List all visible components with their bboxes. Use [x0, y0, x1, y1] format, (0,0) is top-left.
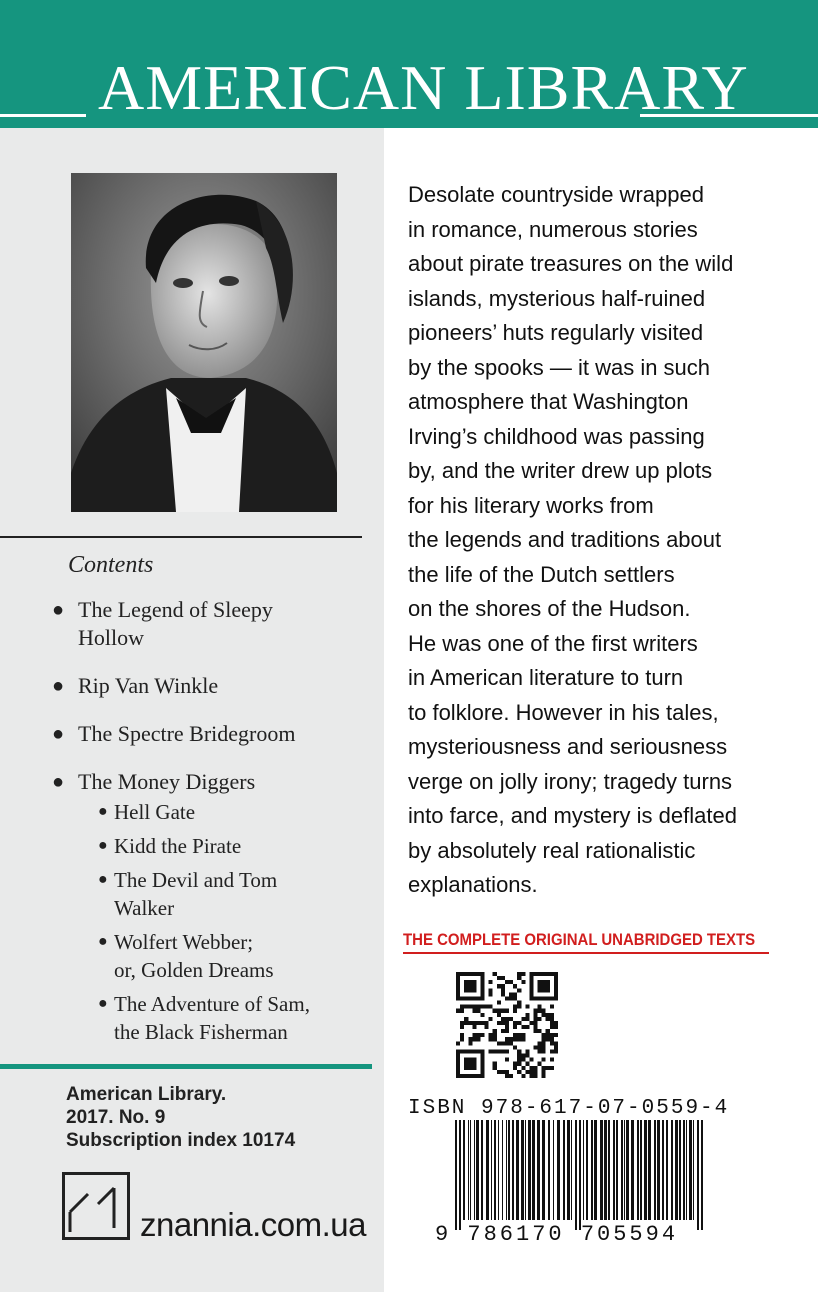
contents-item-line: The Spectre Bridegroom	[78, 721, 296, 746]
contents-subitem	[52, 866, 382, 922]
description-line: for his literary works from	[408, 492, 654, 518]
isbn-label: ISBN 978-617-07-0559-4	[408, 1097, 730, 1120]
publication-info	[66, 1083, 295, 1152]
ean-digits: 9 786170 705594	[435, 1222, 679, 1247]
small-bullet-icon: ●	[98, 837, 108, 854]
contents-subitem-line: The Devil and Tom	[114, 868, 278, 892]
contents-subitem	[52, 832, 382, 860]
contents-sublist	[52, 798, 382, 1046]
contents-list	[52, 596, 382, 1052]
description-line: Desolate countryside wrapped	[408, 182, 704, 207]
header-rule-left	[0, 114, 86, 117]
bullet-icon: ●	[52, 675, 65, 697]
header-banner	[0, 0, 818, 128]
contents-item	[52, 596, 382, 652]
description-line: He was one of the first writers	[408, 630, 698, 656]
bullet-icon: ●	[52, 599, 65, 621]
description-line: atmosphere that Washington	[408, 389, 689, 414]
subscription-index: Subscription index 10174	[66, 1130, 296, 1151]
contents-item	[52, 672, 382, 700]
publisher-logo-icon	[62, 1172, 130, 1240]
description-line: the life of the Dutch settlers	[408, 561, 675, 587]
small-bullet-icon: ●	[98, 995, 108, 1012]
description-line: the legends and traditions about	[408, 527, 722, 552]
issue-number: 2017. No. 9	[66, 1107, 166, 1128]
contents-item-line: The Money Diggers	[78, 769, 256, 794]
qr-code-icon	[456, 972, 558, 1078]
contents-subitem-line: Walker	[114, 896, 175, 920]
contents-subitem	[52, 798, 382, 826]
publisher-website: znannia.com.ua	[140, 1206, 366, 1243]
description-line: by absolutely real rationalistic	[408, 837, 696, 863]
bullet-icon: ●	[52, 723, 65, 745]
author-portrait	[71, 173, 337, 512]
contents-subitem-line: Kidd the Pirate	[114, 834, 242, 858]
description-line: verge on jolly irony; tragedy turns	[408, 768, 733, 794]
contents-subitem-line: Wolfert Webber;	[114, 930, 254, 954]
contents-subitem-line: Hell Gate	[114, 800, 196, 824]
description-line: in American literature to turn	[408, 665, 684, 690]
series-title: AMERICAN LIBRARY	[98, 52, 749, 123]
contents-divider	[0, 536, 362, 538]
series-name: American Library.	[66, 1084, 227, 1105]
contents-item-line: Hollow	[78, 625, 144, 650]
contents-item-line: Rip Van Winkle	[78, 673, 219, 698]
unabridged-tagline: THE COMPLETE ORIGINAL UNABRIDGED TEXTS	[403, 930, 756, 949]
description-line: about pirate treasures on the wild	[408, 251, 734, 276]
description-line: islands, mysterious half-ruined	[408, 285, 706, 311]
description-line: explanations.	[408, 872, 538, 897]
book-description	[408, 178, 808, 903]
description-line: by, and the writer drew up plots	[408, 458, 713, 483]
description-line: by the spooks — it was in such	[408, 354, 711, 380]
tagline-underline	[403, 952, 769, 954]
contents-item-line: The Legend of Sleepy	[78, 597, 273, 622]
contents-heading: Contents	[68, 552, 154, 578]
description-line: pioneers’ huts regularly visited	[408, 320, 704, 345]
contents-item	[52, 720, 382, 748]
small-bullet-icon: ●	[98, 803, 108, 820]
small-bullet-icon: ●	[98, 933, 108, 950]
contents-subitem	[52, 990, 382, 1046]
contents-item	[52, 768, 382, 796]
description-line: on the shores of the Hudson.	[408, 596, 691, 621]
description-line: mysteriousness and seriousness	[408, 734, 728, 759]
contents-subitem	[52, 928, 382, 984]
contents-subitem-line: the Black Fisherman	[114, 1020, 288, 1044]
description-line: in romance, numerous stories	[408, 216, 698, 242]
contents-subitem-line: or, Golden Dreams	[114, 958, 274, 982]
description-line: Irving’s childhood was passing	[408, 423, 705, 449]
description-line: into farce, and mystery is deflated	[408, 803, 737, 828]
barcode-icon	[455, 1120, 703, 1230]
small-bullet-icon: ●	[98, 871, 108, 888]
publication-divider	[0, 1064, 372, 1069]
contents-subitem-line: The Adventure of Sam,	[114, 992, 310, 1016]
bullet-icon: ●	[52, 771, 65, 793]
description-line: to folklore. However in his tales,	[408, 699, 719, 725]
